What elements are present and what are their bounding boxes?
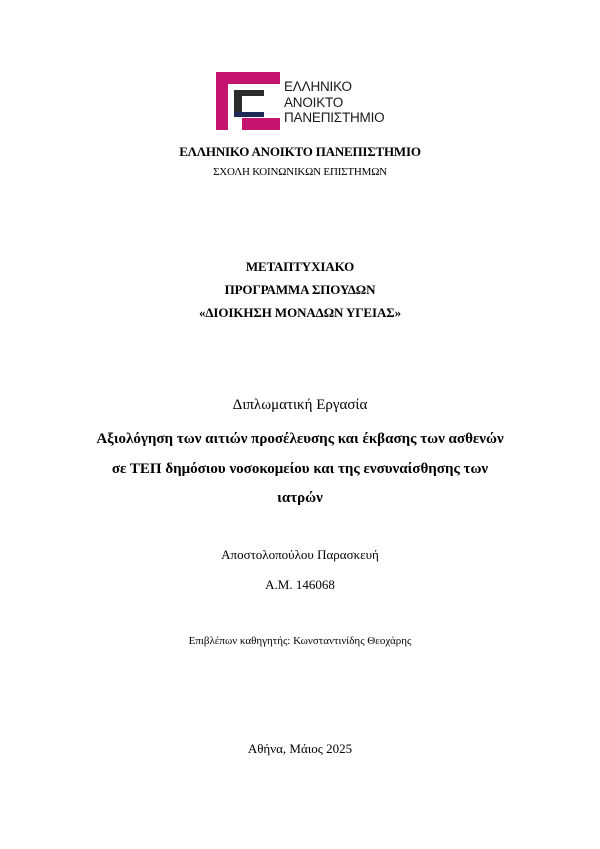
- program-line: ΜΕΤΑΠΤΥΧΙΑΚΟ: [245, 259, 355, 274]
- logo-line: ΠΑΝΕΠΙΣΤΗΜΙΟ: [284, 110, 385, 125]
- thesis-type: Διπλωματική Εργασία: [232, 397, 368, 413]
- university-logo: [216, 72, 406, 130]
- program-line: «ΔΙΟΙΚΗΣΗ ΜΟΝΑΔΩΝ ΥΓΕΙΑΣ»: [198, 305, 402, 320]
- logo-wordmark: [284, 79, 384, 126]
- place-date: Αθήνα, Μάιος 2025: [247, 741, 353, 756]
- school-name: ΣΧΟΛΗ ΚΟΙΝΩΝΙΚΩΝ ΕΠΙΣΤΗΜΩΝ: [213, 166, 387, 178]
- program-line: ΠΡΟΓΡΑΜΜΑ ΣΠΟΥΔΩΝ: [224, 282, 376, 297]
- logo-line: ΑΝΟΙΚΤΟ: [284, 94, 344, 110]
- university-name: ΕΛΛΗΝΙΚΟ ΑΝΟΙΚΤΟ ΠΑΝΕΠΙΣΤΗΜΙΟ: [179, 144, 421, 159]
- author-name: Αποστολοπούλου Παρασκευή: [221, 547, 379, 562]
- logo-mark-icon: [216, 72, 280, 130]
- supervisor: Επιβλέπων καθηγητής: Κωνσταντινίδης Θεοχάρης: [188, 635, 412, 647]
- thesis-title-line: Αξιολόγηση των αιτιών προσέλευσης και έκβασης των ασθενών: [96, 431, 504, 447]
- logo-line: ΕΛΛΗΝΙΚΟ: [284, 79, 352, 94]
- thesis-title-line: σε ΤΕΠ δημόσιου νοσοκομείου και της ενσυναίσθησης των: [111, 461, 489, 477]
- registration-number: Α.Μ. 146068: [265, 577, 335, 592]
- thesis-title-line: ιατρών: [277, 490, 323, 506]
